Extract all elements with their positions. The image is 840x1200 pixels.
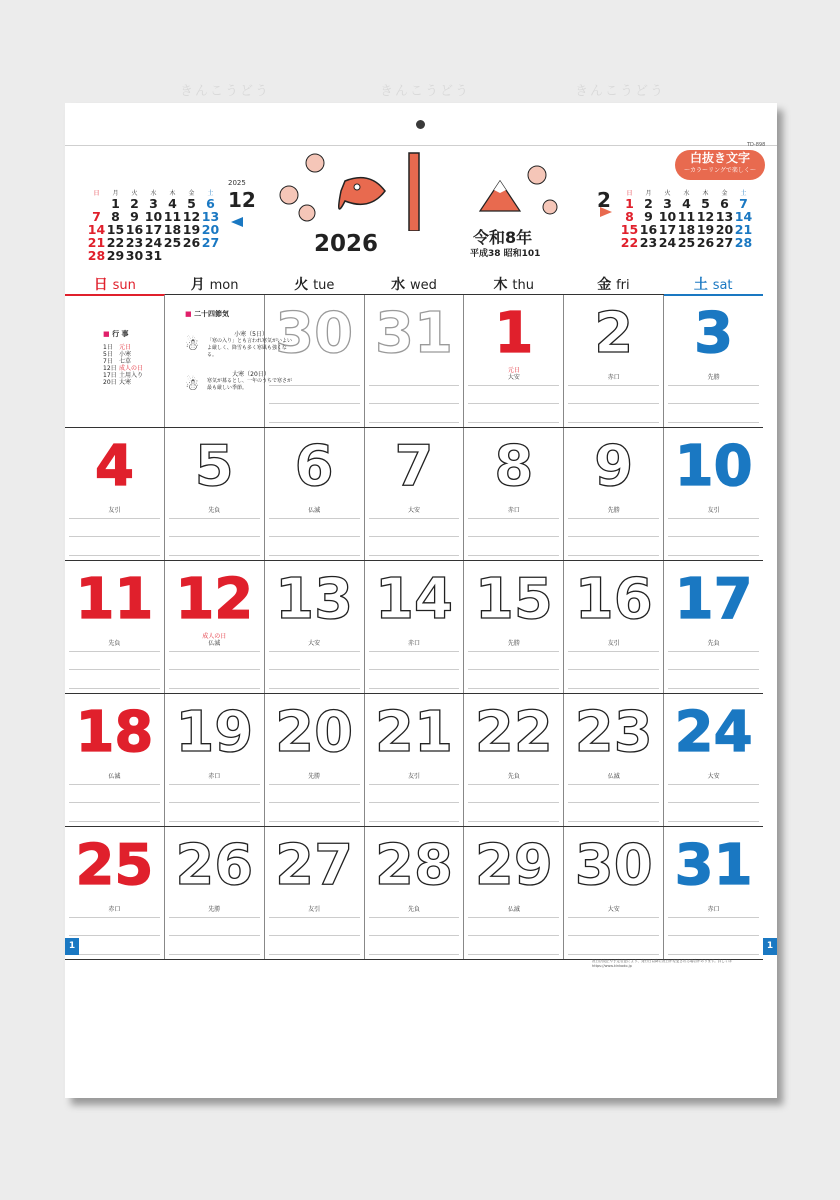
week-row (65, 295, 763, 428)
rokuyo-label: 仏滅 (607, 773, 620, 780)
day-number: 4 (94, 434, 134, 499)
mini-day (201, 249, 220, 262)
day-number: 6 (294, 434, 334, 499)
mini-day: 23 (639, 235, 658, 250)
main-year: 2026 (314, 231, 379, 257)
snowman-icon: ☃ (185, 335, 200, 354)
day-number: 29 (474, 833, 553, 898)
day-number: 21 (375, 700, 453, 765)
mini-weekday: 水 (683, 190, 690, 197)
weekday-fri (564, 264, 664, 297)
event-item (103, 344, 143, 351)
event-name: 土用入り (119, 372, 144, 379)
watermark: きんこうどう (380, 84, 471, 99)
mini-day: 14 (87, 222, 106, 237)
day-cell (463, 295, 563, 427)
sekki-item (185, 369, 295, 392)
day-number: 19 (175, 700, 254, 765)
page-number-right: 1 (763, 938, 777, 955)
mini-weekday: 木 (169, 190, 176, 197)
day-cell (463, 827, 563, 959)
writing-lines (468, 385, 559, 423)
mini-weekday: 月 (645, 190, 652, 197)
mini-day: 17 (144, 222, 163, 237)
prev-month-number: 12 (228, 188, 256, 212)
mini-day: 2 (644, 196, 653, 211)
weekday-jp: 水 (391, 277, 406, 293)
day-number: 25 (75, 833, 154, 898)
rokuyo-label: 赤口 (607, 374, 620, 381)
day-number: 28 (375, 833, 453, 898)
mini-day: 18 (163, 222, 182, 237)
mini-day: 13 (715, 209, 734, 224)
mini-day: 10 (658, 209, 677, 224)
writing-lines (269, 917, 360, 955)
writing-lines (668, 651, 759, 689)
day-cell (164, 561, 264, 693)
mini-day (182, 249, 201, 262)
hanging-hole (416, 120, 425, 129)
next-month-number: 2 (597, 188, 611, 212)
sekki-body: 「寒の入り」とも言われ寒気がいよいよ厳しく、降雪も多く寒風も強くなる。 (207, 338, 293, 358)
mini-weekday: 日 (626, 190, 633, 197)
month-grid (65, 295, 763, 960)
mini-day: 14 (734, 209, 753, 224)
weekday-jp: 日 (93, 277, 108, 293)
writing-lines (69, 518, 160, 556)
event-name: 大寒 (119, 379, 132, 386)
writing-lines (468, 518, 559, 556)
writing-lines (169, 917, 260, 955)
sekki-body: 寒気が募るとし、一年のうちで寒さが最も厳しい季節。 (207, 378, 292, 391)
weekday-jp: 木 (493, 277, 508, 293)
mini-weekday: 木 (702, 190, 709, 197)
mini-day: 9 (130, 209, 139, 224)
event-day: 1日 (103, 344, 113, 351)
mini-day: 22 (106, 235, 125, 250)
badge-title: 白抜き文字 (689, 151, 750, 165)
event-item (103, 351, 143, 358)
mini-day: 3 (149, 196, 158, 211)
rokuyo-label: 先勝 (308, 773, 321, 780)
snowman-icon: ☃ (185, 375, 200, 394)
mini-day: 21 (87, 235, 106, 250)
mini-weekday: 土 (740, 190, 747, 197)
day-cell (663, 295, 763, 427)
day-cell (563, 694, 663, 826)
mini-day: 20 (201, 222, 220, 237)
day-number: 13 (275, 567, 354, 632)
rokuyo-label: 先勝 (607, 507, 620, 514)
rokuyo-label: 大安 (308, 640, 321, 647)
rokuyo-label: 赤口 (108, 906, 121, 913)
mini-day: 6 (206, 196, 215, 211)
mini-day: 21 (734, 222, 753, 237)
writing-lines (69, 651, 160, 689)
day-cell (65, 827, 164, 959)
reiwa-year: 令和8年 (473, 228, 533, 247)
rokuyo-label: 仏滅 (108, 773, 121, 780)
writing-lines (169, 518, 260, 556)
weekday-en: mon (209, 278, 239, 293)
page-number-left: 1 (65, 938, 79, 955)
day-number: 10 (674, 434, 753, 499)
writing-lines (369, 385, 460, 423)
day-cell (264, 561, 364, 693)
rokuyo-label: 仏滅 (507, 906, 520, 913)
day-cell (563, 295, 663, 427)
day-cell (364, 428, 464, 560)
mini-day: 3 (663, 196, 672, 211)
mini-day: 18 (677, 222, 696, 237)
prev-month-calendar (87, 188, 220, 262)
mini-day: 12 (696, 209, 715, 224)
sekki-heading: 小寒（5日） (234, 331, 268, 338)
mini-day: 4 (168, 196, 177, 211)
mini-day: 16 (125, 222, 144, 237)
holiday-label: 成人の日 (202, 633, 227, 640)
calendar-sheet (65, 103, 777, 1098)
event-day: 5日 (103, 351, 113, 358)
day-cell (663, 694, 763, 826)
writing-lines (369, 784, 460, 822)
day-cell (164, 694, 264, 826)
rokuyo-label: 友引 (408, 773, 421, 780)
next-arrow-icon (600, 207, 612, 217)
sekki-notes (185, 309, 295, 392)
event-day: 20日 (103, 379, 117, 386)
writing-lines (169, 784, 260, 822)
day-cell (65, 428, 164, 560)
day-number: 9 (594, 434, 634, 499)
weekday-en: sat (712, 278, 733, 293)
rokuyo-label: 仏滅 (308, 507, 321, 514)
rokuyo-label: 友引 (607, 640, 620, 647)
day-number: 8 (494, 434, 534, 499)
mini-day: 26 (696, 235, 715, 250)
mini-day: 29 (106, 248, 125, 263)
weekday-header (65, 264, 763, 297)
week-row (65, 428, 763, 561)
event-day: 12日 (103, 365, 117, 372)
writing-lines (69, 784, 160, 822)
mini-weekday: 土 (207, 190, 214, 197)
mini-day: 2 (130, 196, 139, 211)
weekday-en: sun (112, 278, 136, 293)
mini-day: 19 (696, 222, 715, 237)
rokuyo-label: 仏滅 (208, 640, 221, 647)
mini-day: 1 (625, 196, 634, 211)
rokuyo-label: 赤口 (208, 773, 221, 780)
day-cell (563, 827, 663, 959)
rokuyo-label: 赤口 (408, 640, 421, 647)
rokuyo-label: 赤口 (507, 507, 520, 514)
rokuyo-label: 大安 (408, 507, 421, 514)
mini-day: 28 (87, 248, 106, 263)
mini-day: 25 (677, 235, 696, 250)
mini-day: 23 (125, 235, 144, 250)
mini-weekday: 金 (188, 190, 195, 197)
day-cell (563, 428, 663, 560)
day-number: 26 (175, 833, 254, 898)
weekday-en: wed (410, 278, 437, 293)
mini-week-row (87, 249, 220, 262)
weekday-sat (663, 264, 763, 297)
weekday-jp: 月 (190, 277, 205, 293)
rokuyo-label: 先負 (108, 640, 121, 647)
writing-lines (369, 917, 460, 955)
weekday-jp: 土 (693, 277, 708, 293)
writing-lines (568, 518, 659, 556)
day-number: 17 (674, 567, 753, 632)
holiday-label: 元日 (507, 367, 520, 374)
writing-lines (568, 651, 659, 689)
writing-lines (468, 651, 559, 689)
day-cell (65, 561, 164, 693)
day-cell (364, 694, 464, 826)
mini-day: 11 (163, 209, 182, 224)
mini-day: 15 (106, 222, 125, 237)
writing-lines (269, 651, 360, 689)
week-row (65, 561, 763, 694)
event-name: 元日 (119, 344, 132, 351)
writing-lines (568, 385, 659, 423)
rokuyo-label: 先負 (507, 773, 520, 780)
weekday-en: tue (313, 278, 335, 293)
writing-lines (568, 784, 659, 822)
rokuyo-label: 先勝 (707, 374, 720, 381)
day-cell (663, 428, 763, 560)
mini-day: 11 (677, 209, 696, 224)
mini-day: 8 (111, 209, 120, 224)
day-number: 23 (574, 700, 653, 765)
prev-arrow-icon (231, 217, 243, 227)
footnote: 祝日法改正や予定変更により、発行日以降に祝日が変更される場合があります。詳しくは https://www.kinkodo.jp (592, 959, 732, 968)
writing-lines (369, 651, 460, 689)
rokuyo-label: 友引 (108, 507, 121, 514)
rokuyo-label: 友引 (308, 906, 321, 913)
rokuyo-label: 大安 (607, 906, 620, 913)
writing-lines (568, 917, 659, 955)
day-number: 31 (674, 833, 753, 898)
day-number: 15 (474, 567, 553, 632)
day-cell (364, 827, 464, 959)
mini-day: 24 (658, 235, 677, 250)
day-cell (264, 694, 364, 826)
weekday-tue (264, 264, 364, 297)
mini-weekday: 月 (112, 190, 119, 197)
weekday-en: fri (616, 278, 630, 293)
weekday-jp: 金 (597, 277, 612, 293)
day-number: 1 (494, 301, 534, 366)
day-cell (663, 827, 763, 959)
writing-lines (169, 651, 260, 689)
day-cell (364, 561, 464, 693)
mini-day: 16 (639, 222, 658, 237)
mini-day: 31 (144, 248, 163, 263)
day-number: 14 (375, 567, 453, 632)
day-cell (463, 694, 563, 826)
writing-lines (668, 784, 759, 822)
sekki-title: ■ 二十四節気 (185, 310, 230, 318)
events-title: ■ 行 事 (103, 330, 129, 338)
sekki-heading: 大寒（20日） (232, 371, 270, 378)
day-number: 22 (474, 700, 553, 765)
day-cell (264, 827, 364, 959)
next-month-calendar (620, 188, 753, 249)
day-cell (364, 295, 464, 427)
mini-weekday: 火 (131, 190, 138, 197)
rokuyo-label: 大安 (507, 374, 520, 381)
day-number: 5 (194, 434, 234, 499)
mini-day: 30 (125, 248, 144, 263)
weekday-en: thu (512, 278, 534, 293)
event-day: 7日 (103, 358, 113, 365)
event-item (103, 358, 143, 365)
writing-lines (69, 917, 160, 955)
mini-day: 9 (644, 209, 653, 224)
day-cell (563, 561, 663, 693)
mini-day: 19 (182, 222, 201, 237)
event-name: 成人の日 (119, 365, 144, 372)
mini-day: 6 (720, 196, 729, 211)
weekday-thu (464, 264, 564, 297)
event-name: 小寒 (119, 351, 132, 358)
mini-weekday: 火 (664, 190, 671, 197)
product-code: TD-898 (747, 142, 766, 148)
rokuyo-label: 先勝 (507, 640, 520, 647)
day-cell (164, 827, 264, 959)
day-number: 3 (694, 301, 734, 366)
day-cell (164, 428, 264, 560)
day-number: 31 (375, 301, 453, 366)
day-cell (663, 561, 763, 693)
hanger-strip (65, 103, 777, 146)
day-cell (65, 694, 164, 826)
mini-day (163, 249, 182, 262)
badge (675, 150, 765, 180)
day-number: 24 (674, 700, 753, 765)
rokuyo-label: 友引 (707, 507, 720, 514)
mini-day: 10 (144, 209, 163, 224)
week-row (65, 827, 763, 960)
mini-day: 27 (201, 235, 220, 250)
mini-day: 7 (92, 209, 101, 224)
writing-lines (269, 784, 360, 822)
mini-day: 25 (163, 235, 182, 250)
mini-day: 7 (739, 196, 748, 211)
day-cell (264, 428, 364, 560)
mini-day: 15 (620, 222, 639, 237)
mini-day: 5 (187, 196, 196, 211)
writing-lines (269, 518, 360, 556)
weekday-mon (165, 264, 265, 297)
events-list (103, 331, 143, 386)
weekday-jp: 火 (294, 277, 309, 293)
day-number: 11 (75, 567, 154, 632)
sekki-item (185, 329, 295, 359)
mini-day: 1 (111, 196, 120, 211)
mini-day: 22 (620, 235, 639, 250)
mini-day: 17 (658, 222, 677, 237)
writing-lines (668, 385, 759, 423)
heisei-showa-year: 平成38 昭和101 (470, 249, 541, 259)
writing-lines (668, 518, 759, 556)
day-number: 2 (594, 301, 634, 366)
writing-lines (468, 784, 559, 822)
day-cell (463, 561, 563, 693)
event-name: 七草 (119, 358, 132, 365)
mini-weekday: 金 (721, 190, 728, 197)
watermark: きんこうどう (575, 84, 666, 99)
mini-day: 12 (182, 209, 201, 224)
writing-lines (668, 917, 759, 955)
mini-week-row (620, 236, 753, 249)
writing-lines (468, 917, 559, 955)
day-cell (463, 428, 563, 560)
day-number: 18 (75, 700, 154, 765)
mini-day: 28 (734, 235, 753, 250)
prev-month-year: 2025 (228, 179, 246, 187)
week-row (65, 694, 763, 827)
day-number: 16 (574, 567, 653, 632)
mini-weekday: 水 (150, 190, 157, 197)
event-item (103, 379, 143, 386)
weekday-wed (364, 264, 464, 297)
event-item (103, 365, 143, 372)
day-number: 27 (275, 833, 354, 898)
badge-subtitle: 〜カラーリングで楽しく〜 (684, 167, 756, 174)
day-number: 12 (175, 567, 254, 632)
weekday-sun (65, 264, 165, 297)
event-item (103, 372, 143, 379)
writing-lines (369, 518, 460, 556)
day-number: 20 (275, 700, 354, 765)
mini-day: 8 (625, 209, 634, 224)
rokuyo-label: 大安 (707, 773, 720, 780)
mini-day: 5 (701, 196, 710, 211)
event-day: 17日 (103, 372, 117, 379)
watermark: きんこうどう (180, 84, 271, 99)
mini-day: 4 (682, 196, 691, 211)
mini-day: 13 (201, 209, 220, 224)
rokuyo-label: 先負 (408, 906, 421, 913)
mini-day: 26 (182, 235, 201, 250)
new-year-illustration-icon (275, 151, 565, 231)
rokuyo-label: 赤口 (707, 906, 720, 913)
rokuyo-label: 先負 (208, 507, 221, 514)
mini-day: 24 (144, 235, 163, 250)
day-number: 30 (574, 833, 653, 898)
day-number: 7 (394, 434, 434, 499)
day-number: 30 (275, 301, 354, 366)
rokuyo-label: 先負 (707, 640, 720, 647)
mini-day: 20 (715, 222, 734, 237)
mini-day: 27 (715, 235, 734, 250)
mini-weekday: 日 (93, 190, 100, 197)
rokuyo-label: 先勝 (208, 906, 221, 913)
